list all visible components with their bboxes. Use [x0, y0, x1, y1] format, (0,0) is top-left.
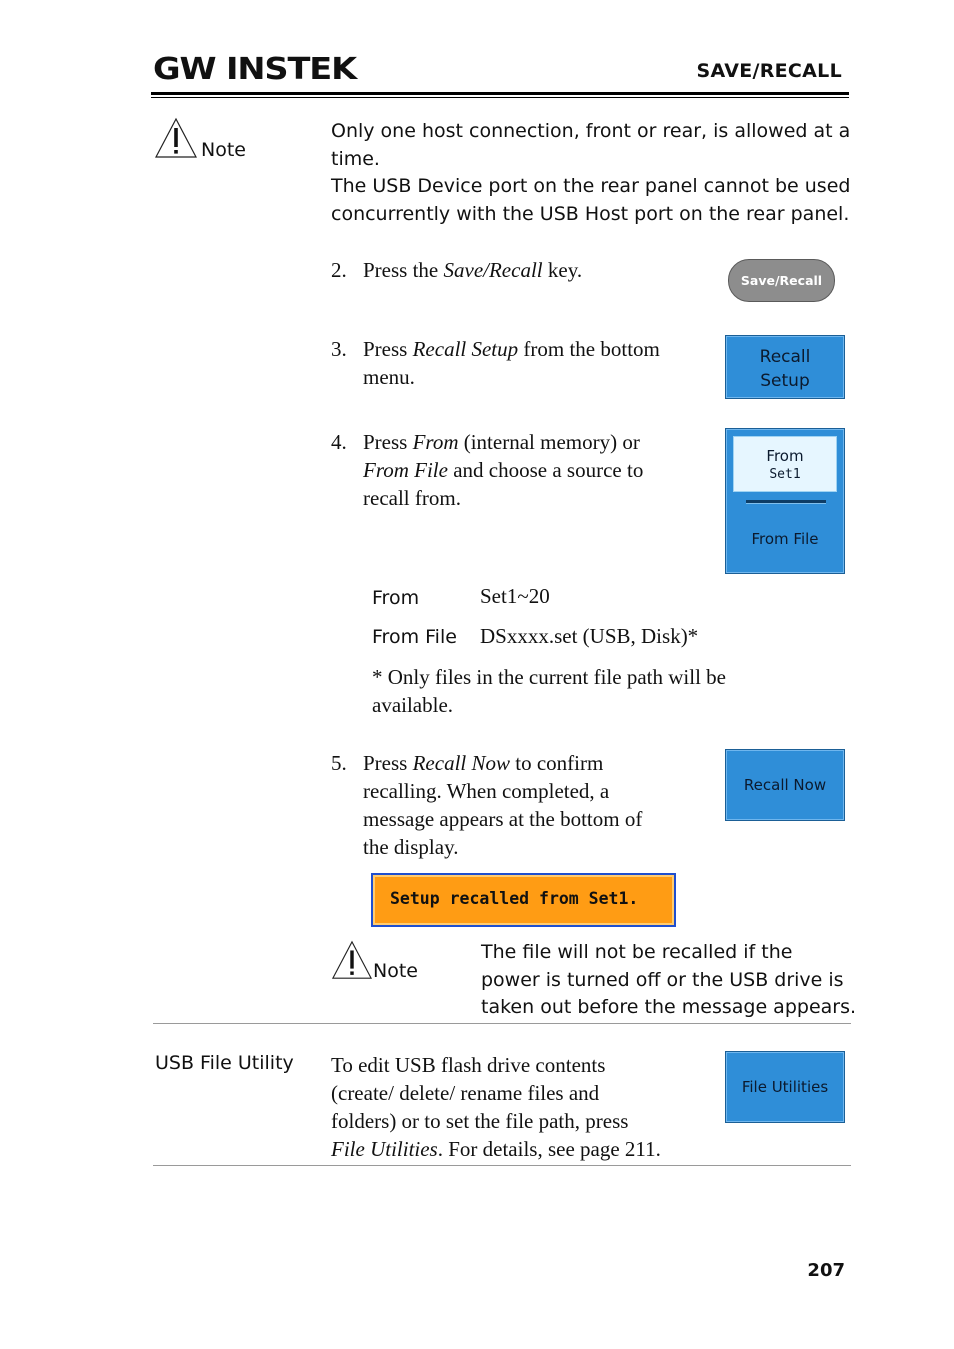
- step-2-text: Press the Save/Recall key.: [363, 258, 583, 282]
- note-line: The USB Device port on the rear panel cannot be used: [331, 175, 851, 197]
- softkey-label: Setup: [760, 371, 810, 391]
- softkey-label: Recall: [759, 347, 811, 367]
- step-4-text: Press From (internal memory) or From File and choose a source to recall from.: [363, 430, 644, 510]
- from-value: Set1: [769, 467, 801, 482]
- page-number: 207: [807, 1260, 845, 1281]
- source-label: From: [372, 587, 420, 609]
- footnote: * Only files in the current file path will be available.: [372, 665, 726, 717]
- note-text: [331, 118, 850, 228]
- recall-message-banner: [371, 873, 676, 927]
- from-option[interactable]: [733, 436, 837, 492]
- source-value: DSxxxx.set (USB, Disk)*: [480, 624, 699, 648]
- note-text: [481, 939, 856, 1022]
- from-file-option[interactable]: From File: [751, 530, 819, 548]
- warning-icon: [154, 117, 198, 159]
- header-rule-thick: [151, 92, 849, 95]
- step-5-number: 5.: [331, 751, 347, 775]
- divider: [746, 500, 826, 504]
- section-title: SAVE/RECALL: [696, 60, 842, 82]
- message-text: Setup recalled from Set1.: [390, 889, 639, 908]
- gw-instek-logo: GW INSTEK: [153, 52, 356, 87]
- step-4-number: 4.: [331, 430, 347, 454]
- header-rule-thin: [151, 97, 849, 98]
- step-2-number: 2.: [331, 258, 347, 282]
- note-line: time.: [331, 147, 380, 170]
- from-softkey-panel[interactable]: [725, 428, 845, 574]
- save-recall-key[interactable]: Save/Recall: [728, 259, 835, 302]
- usb-file-utility-text: To edit USB flash drive contents (create/ delete/ rename files and folders) or to set the file path, press File Utilities. For details, see page 211.: [331, 1053, 661, 1161]
- recall-now-softkey[interactable]: Recall Now: [725, 749, 845, 821]
- recall-setup-softkey[interactable]: [725, 335, 845, 399]
- warning-icon: [331, 939, 373, 981]
- note-line: concurrently with the USB Host port on the rear panel.: [331, 202, 850, 225]
- section-divider: [153, 1165, 851, 1166]
- from-label: From: [766, 447, 804, 465]
- note-line: taken out before the message appears.: [481, 996, 857, 1018]
- note-label: Note: [201, 139, 246, 161]
- step-5-text: Press Recall Now to confirm recalling. When completed, a message appears at the bottom of the display.: [363, 751, 643, 859]
- step-3-text: Press Recall Setup from the bottom menu.: [363, 337, 660, 389]
- usb-file-utility-label: USB File Utility: [155, 1052, 294, 1074]
- note-label: Note: [373, 960, 418, 982]
- file-utilities-softkey[interactable]: File Utilities: [725, 1051, 845, 1123]
- note-line: The file will not be recalled if the: [481, 941, 793, 963]
- section-divider: [153, 1023, 851, 1024]
- step-3-number: 3.: [331, 337, 347, 361]
- note-line: Only one host connection, front or rear, is allowed at a: [331, 120, 851, 142]
- note-line: power is turned off or the USB drive is: [481, 968, 844, 991]
- source-value: Set1~20: [480, 584, 550, 608]
- source-label: From File: [372, 626, 457, 648]
